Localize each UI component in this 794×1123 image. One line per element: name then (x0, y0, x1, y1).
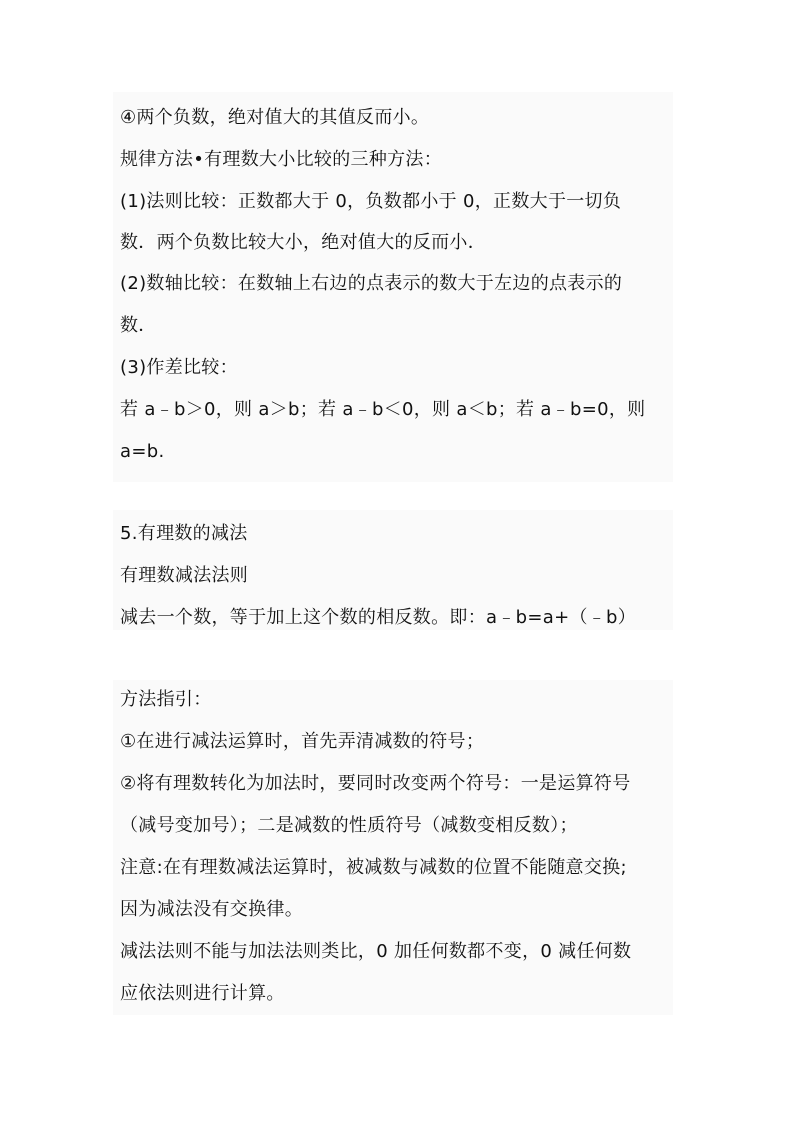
guide-title: 方法指引： (120, 689, 212, 710)
extra-note-line-1: 减法法则不能与加法法则类比，0 加任何数都不变，0 减任何数 (120, 941, 632, 962)
note-line-2: 因为减法没有交换律。 (120, 899, 303, 920)
methods-title: 规律方法•有理数大小比较的三种方法： (120, 149, 443, 170)
rule-negative-numbers: ④两个负数，绝对值大的其值反而小。 (120, 107, 430, 128)
note-line-1: 注意:在有理数减法运算时，被减数与减数的位置不能随意交换; (120, 857, 627, 878)
subtraction-rule-text: 减去一个数，等于加上这个数的相反数。即：a﹣b=a+（﹣b） (120, 607, 637, 628)
method-1-line-2: 数．两个负数比较大小，绝对值大的反而小． (120, 232, 486, 253)
guide-item-2-line-2: （减号变加号）；二是减数的性质符号（减数变相反数）； (120, 815, 578, 836)
method-3-line-3: a=b. (120, 441, 165, 462)
method-1-line-1: (1)法则比较：正数都大于 0，负数都小于 0，正数大于一切负 (120, 191, 622, 212)
section-heading: 5.有理数的减法 (120, 523, 248, 544)
guide-item-1: ①在进行减法运算时，首先弄清减数的符号； (120, 731, 485, 752)
guide-item-2-line-1: ②将有理数转化为加法时，要同时改变两个符号：一是运算符号 (120, 773, 631, 794)
method-3-line-1: (3)作差比较： (120, 357, 238, 378)
extra-note-line-2: 应依法则进行计算。 (120, 983, 285, 1004)
method-2-line-1: (2)数轴比较：在数轴上右边的点表示的数大于左边的点表示的 (120, 273, 623, 294)
method-3-line-2: 若 a﹣b＞0，则 a＞b；若 a﹣b＜0，则 a＜b；若 a﹣b=0，则 (120, 399, 646, 420)
method-2-line-2: 数． (120, 315, 157, 336)
subtraction-rule-title: 有理数减法法则 (120, 565, 249, 586)
